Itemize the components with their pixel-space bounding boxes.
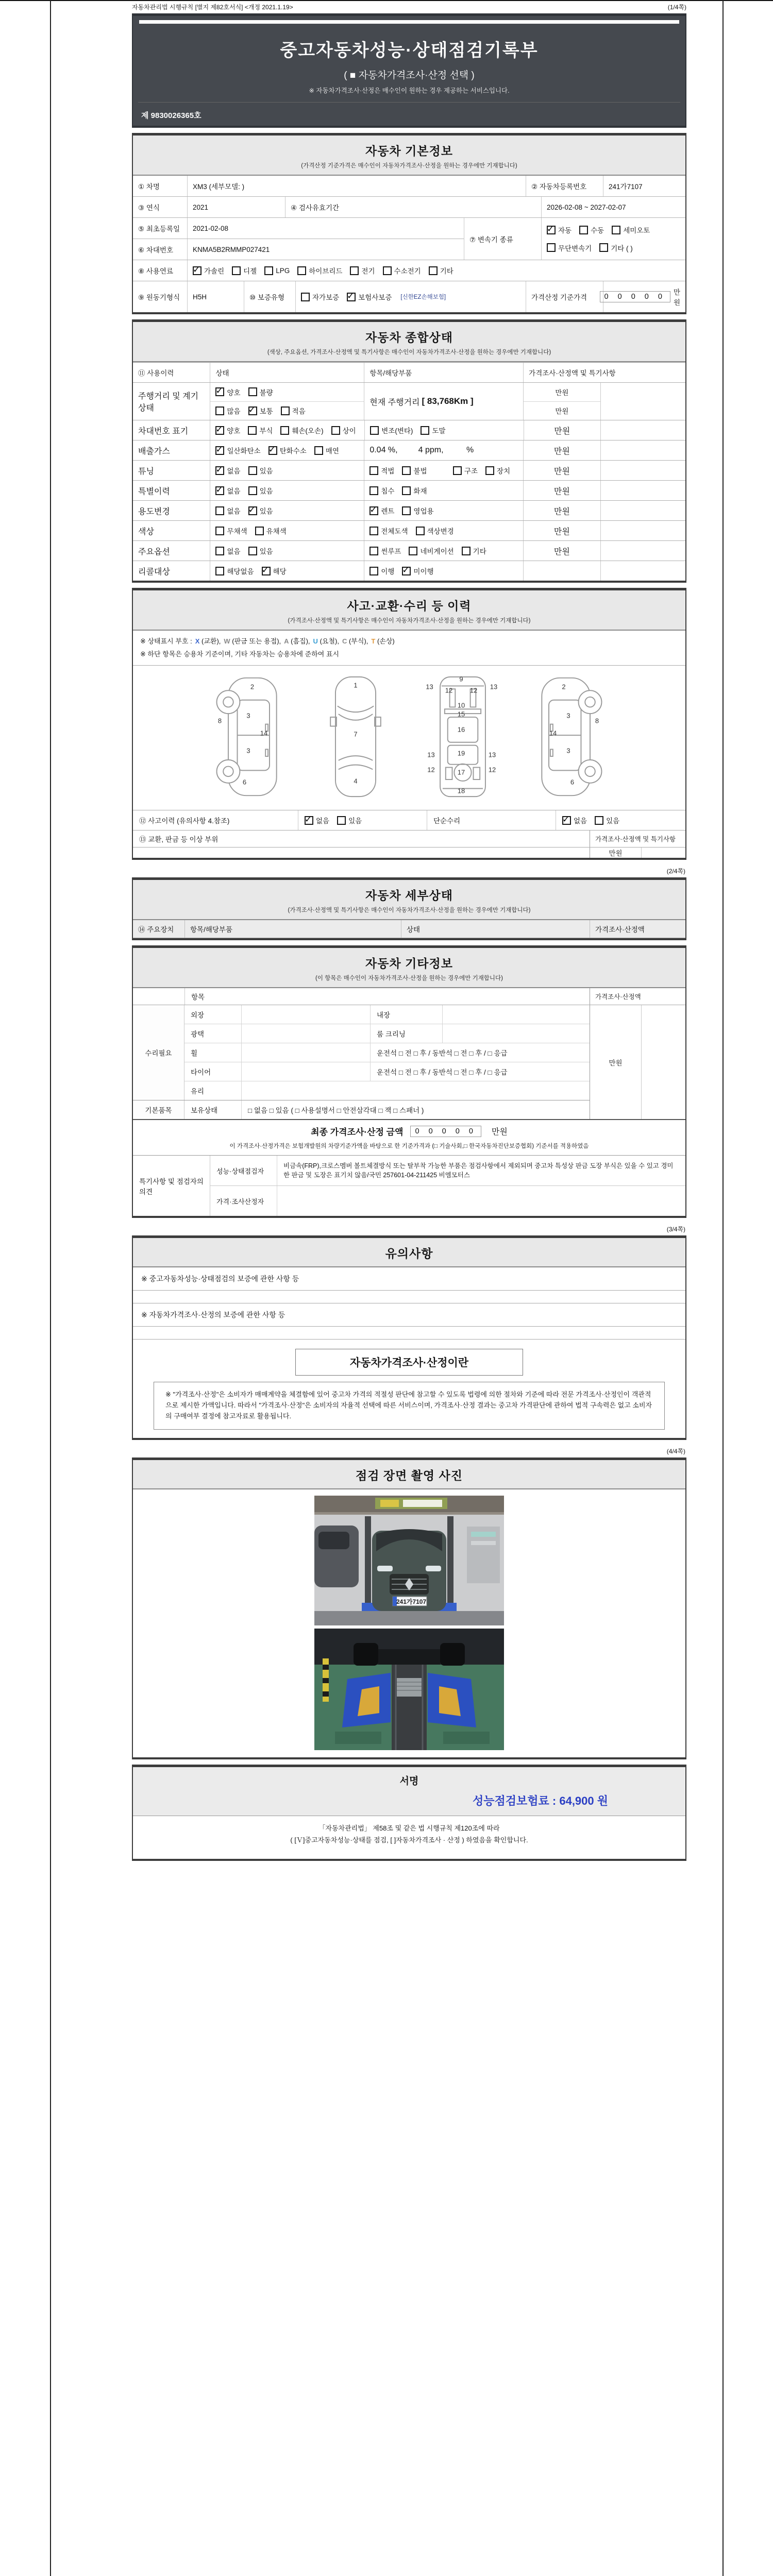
notices-part1-body [133,1291,685,1303]
status-option[interactable]: 부식 [248,425,273,435]
status-option[interactable]: 없음 [215,546,240,556]
checkbox[interactable] [215,527,224,535]
panel-number: 14 [549,729,557,737]
svg-text:241가7107: 241가7107 [396,1598,427,1605]
checkbox[interactable] [402,466,411,475]
checkbox[interactable] [215,486,224,495]
panel-number: 2 [250,683,255,691]
row-year-inspection: ③ 연식 2021 ④ 검사유효기간 2026-02-08 ~ 2027-02-07 [133,196,685,217]
checkbox[interactable] [350,266,359,275]
checkbox[interactable] [462,547,470,555]
exchange-repair-header: ⑬ 교환, 판금 등 이상 부위 가격조사·산정액 및 특기사항 [133,831,685,848]
checkbox[interactable] [281,406,290,415]
checkbox[interactable] [485,466,494,475]
fuel-options [187,260,685,281]
left-frame-line [50,0,51,2576]
checkbox[interactable] [248,547,257,555]
checkbox[interactable] [305,816,313,825]
item-option[interactable]: 영업용 [402,505,433,516]
panel-number: 3 [246,711,250,720]
status-option[interactable]: 매연 [314,445,339,455]
panel-number: 12 [488,766,496,774]
summary-row: 차대번호 표기 ✓ 양호 부식 훼손(오손) 상이 변조(변타) 도말 만원 [133,420,685,440]
odometer-value: [ 83,768Km ] [422,396,474,406]
row-fuel: ⑧ 사용연료 ✓ 가솔린 디젤 LPG 하이브리드 전기 수소전기 기타 [133,260,685,281]
checkbox[interactable] [314,446,323,455]
page-indicator-1: (1/4쪽) [667,4,686,11]
checkbox[interactable] [215,567,224,575]
panel-number: 13 [427,751,435,759]
document-number: 제 9830026365호 [138,102,680,126]
status-option[interactable]: ✓ 해당 [262,566,287,576]
warranty-option[interactable]: ✓ 보험사보증 [347,292,392,302]
page-indicator-3: (3/4쪽) [666,1226,685,1233]
checkbox[interactable] [215,446,224,455]
summary-row-mileage: 주행거리 및 계기상태 ✓ 양호 불량 많음 ✓ 보통 적음 현재 주행거리 [ 83,768Km ] 만원 만원 [133,382,685,420]
panel-number: 7 [354,730,358,738]
status-option[interactable]: 있음 [248,465,273,476]
checkbox[interactable] [595,816,603,825]
detail-column-headers: ⑭ 주요장치 항목/해당부품 상태 가격조사·산정액 [133,920,685,938]
item-option[interactable]: 적법 [369,465,394,476]
item-option[interactable]: 침수 [369,485,394,496]
checkbox[interactable] [612,226,620,234]
summary-row: 리콜대상 해당없음 ✓ 해당 이행 ✓ 미이행 [133,561,685,581]
checkbox[interactable] [215,426,224,435]
checkbox[interactable] [193,266,201,275]
photos-title: 점검 장면 촬영 사진 [356,1468,463,1482]
summary-row: 용도변경 없음 ✓ 있음 ✓ 렌트 영업용 만원 [133,500,685,520]
registration-number: 241가7107 [603,176,685,196]
checkbox[interactable] [248,506,257,515]
checkbox[interactable] [232,266,241,275]
document-title: 중고자동차성능·상태점검기록부 [280,41,539,60]
section-accident-history: 사고·교환·수리 등 이력 (가격조사·산정액 및 특기사항은 매수인이 자동차가격조사·산정을 원하는 경우에만 기재합니다) ※ 상태표시 부호 : X (교환), W (판금 또는 용접), A (흠집), U (요철), C (부식), T (손상) ※ 하단 항목은 승용차 기준이며, 기타 자동차는 승용차에 준하여 표시 2 8 3 14 3 6 1 7 4 9 13 12 12 13 10 15 16 19 13 13 12 17 12 18 2 8 3 14 3 6 ⑫ 사고이력 (유의사항 4.참조) ✓ 없음 있음 단순수리 ✓ 없음 있음 ⑬ 교환, 판금 등 이상 부위 가격조사·산정액 및 특기사항 만원 [132,588,686,860]
warranty-options [295,281,526,312]
summary-title: 자동차 종합상태 [365,331,453,344]
item-option[interactable]: ✓ 렌트 [369,505,394,516]
row-car-name: ① 차명 XM3 (세부모델: ) ② 자동차등록번호 241가7107 [133,176,685,196]
other-row: 광택 룸 크리닝 [184,1024,590,1043]
fuel-option[interactable]: LPG [264,266,290,275]
checkbox[interactable] [337,816,346,825]
checkbox[interactable] [402,567,411,575]
checkbox[interactable] [562,816,571,825]
final-price-value: 0 0 0 0 0 [410,1126,481,1137]
panel-number: 13 [490,683,498,691]
item-option[interactable]: 이행 [369,566,394,576]
warranty-option[interactable]: 자가보증 [301,292,339,302]
checkbox[interactable] [215,387,224,396]
final-price-note: 이 가격조사·산정가격은 보험개발원의 차량기준가액을 바탕으로 한 기준가격과 (□ 기술사회,□ 한국자동차진단보증협회) 기준서를 적용하였음 [133,1140,685,1156]
accident-history-row: ⑫ 사고이력 (유의사항 4.참조) ✓ 없음 있음 단순수리 ✓ 없음 있음 [133,810,685,831]
checkbox[interactable] [369,547,378,555]
diagram-underbody [424,674,501,800]
appraiser-opinion-row: 가격·조사산정자 [210,1185,685,1216]
status-option[interactable]: ✓ 양호 [215,425,240,435]
checkbox[interactable] [369,506,378,515]
item-option[interactable]: 기타 [462,546,486,556]
panel-number: 15 [457,710,465,718]
fuel-option[interactable]: ✓ 가솔린 [193,265,224,276]
summary-row: 주요옵션 없음 있음 썬루프 네비게이션 기타 만원 [133,540,685,561]
item-option[interactable]: 색상변경 [416,526,454,536]
item-option[interactable]: 변조(변타) [370,425,413,435]
inspection-photo-rear-under [314,1629,504,1750]
transmission-option[interactable]: 수동 [579,225,604,235]
accident-option[interactable]: ✓ 없음 [305,815,329,825]
mileage-option[interactable]: ✓ 양호 [215,387,240,397]
item-option[interactable]: 도말 [421,425,445,435]
document-note: ※ 자동차가격조사·산정은 매수인이 원하는 경우 제공하는 서비스입니다. [309,87,510,94]
status-option[interactable]: 해당없음 [215,566,254,576]
car-side-outline-icon [210,674,287,800]
simple-repair-option[interactable]: ✓ 없음 [562,815,587,825]
panel-number: 19 [457,749,465,757]
car-name-value: XM3 (세부모델: ) [187,176,526,196]
car-underbody-outline-icon [424,674,501,800]
vin-value: KNMA5B2RMMP027421 [187,239,464,260]
item-option[interactable]: 구조 [453,465,478,476]
mileage-option[interactable]: 불량 [248,387,273,397]
checkbox[interactable] [453,466,462,475]
panel-number: 13 [488,751,496,759]
engine-type: H5H [187,281,244,312]
inspection-validity: 2026-02-08 ~ 2027-02-07 [541,197,685,217]
other-column-headers: 항목 가격조사·산정액 [133,988,685,1005]
mileage-option[interactable]: ✓ 보통 [248,405,273,416]
checkbox[interactable] [215,466,224,475]
section-detailed-condition: 자동차 세부상태 (가격조사·산정액 및 특기사항은 매수인이 자동차가격조사·산정을 원하는 경우에만 기재합니다) ⑭ 주요장치 항목/해당부품 상태 가격조사·산정액 [132,877,686,940]
checkbox[interactable] [416,527,425,535]
fuel-option[interactable]: 수소전기 [383,265,421,276]
simple-repair-option[interactable]: 있음 [595,815,619,825]
status-option[interactable]: ✓ 없음 [215,465,240,476]
checkbox[interactable] [579,226,588,234]
panel-number: 3 [566,747,570,755]
panel-number: 3 [566,711,570,720]
inspector-opinion-text: 비금속(FRP),크로스멤버 볼트체결방식 또는 탈부착 가능한 부품은 점검사항에서 제외되며 중고차 특성상 판금 도장 부식은 있을 수 있고 경미한 판금 및 도장은 표기치 않음/국민 257601-04-211425 비엠모터스 [283,1162,674,1179]
panel-number: 12 [469,686,478,694]
checkbox[interactable] [369,527,378,535]
transmission-option[interactable]: 기타 ( ) [599,243,633,253]
summary-row: 튜닝 ✓ 없음 있음 적법 불법 구조 장치 만원 [133,460,685,480]
panel-number: 4 [354,777,358,785]
checkbox[interactable] [547,226,556,234]
base-price: 0 0 0 0 0 만원 [603,281,685,312]
insurer-note: [신한EZ손해보험] [400,294,446,300]
other-row: 보유상태 □ 없음 □ 있음 ( □ 사용설명서 □ 안전삼각대 □ 잭 □ 스패너 ) [184,1100,590,1119]
status-option[interactable]: ✓ 일산화탄소 [215,445,260,455]
accident-title: 사고·교환·수리 등 이력 [347,599,472,613]
diagram-side-right [531,674,609,800]
checkbox[interactable] [248,486,257,495]
panel-number: 9 [459,675,463,683]
mileage-option[interactable]: 적음 [281,405,306,416]
panel-number: 2 [562,683,566,691]
panel-number: 12 [445,686,453,694]
checkbox[interactable] [255,527,264,535]
panel-number: 1 [354,681,358,689]
panel-number: 17 [457,768,465,776]
panel-number: 8 [217,717,222,725]
checkbox[interactable] [402,486,411,495]
other-row: 타이어 운전석 □ 전 □ 후 / 동반석 □ 전 □ 후 / □ 응급 [184,1062,590,1081]
checkbox[interactable] [347,293,356,301]
accident-option[interactable]: 있음 [337,815,362,825]
detail-title: 자동차 세부상태 [365,889,453,903]
panel-number: 8 [595,717,599,725]
header-stripe [139,20,679,24]
transmission-option[interactable]: ✓ 자동 [547,225,572,235]
item-option[interactable]: ✓ 미이행 [402,566,433,576]
checkbox[interactable] [599,243,608,252]
summary-row: 색상 무채색 유채색 전체도색 색상변경 만원 [133,520,685,540]
transmission-option[interactable]: 무단변속기 [547,243,592,253]
mileage-option[interactable]: 많음 [215,405,240,416]
checkbox[interactable] [264,266,273,275]
item-option[interactable]: 장치 [485,465,510,476]
status-option[interactable]: 있음 [248,546,273,556]
document-subtitle: ( ■ 자동차가격조사·산정 선택 ) [344,70,475,81]
status-option[interactable]: ✓ 탄화수소 [268,445,307,455]
inspection-photo-front [314,1496,504,1625]
checkbox[interactable] [383,266,392,275]
inspector-opinion-row: 성능·상태점검자 비금속(FRP),크로스멤버 볼트체결방식 또는 탈부착 가능한 부품은 점검사항에서 제외되며 중고차 특성상 판금 도장 부식은 있을 수 있고 경미한 판금 및 도장은 표기치 않음/국민 257601-04-211425 비엠모터스 [210,1156,685,1185]
checkbox[interactable] [215,547,224,555]
fuel-option[interactable]: 기타 [429,265,453,276]
status-option[interactable]: 무채색 [215,526,247,536]
other-row: 외장 내장 [184,1005,590,1024]
summary-row: 배출가스 ✓ 일산화탄소 ✓ 탄화수소 매연 0.04 %, 4 ppm, % 만원 [133,440,685,460]
panel-number: 12 [427,766,435,774]
basic-info-header: 자동차 기본정보 (가격산정 기준가격은 매수인이 자동차가격조사·산정을 원하는 경우에만 기재합니다) [133,135,685,176]
status-option[interactable]: 훼손(오손) [280,425,323,435]
first-registration-date: 2021-02-08 [187,218,464,239]
other-row: 유리 [184,1081,590,1100]
section-overall-condition: 자동차 종합상태 (색상, 주요옵션, 가격조사·산정액 및 특기사항은 매수인이 자동차가격조사·산정을 원하는 경우에만 기재합니다) ⑪ 사용이력 상태 항목/해당부품 가격조사·산정액 및 특기사항 주행거리 및 계기상태 ✓ 양호 불량 많음 ✓ 보통 적음 현재 주행거리 [ 83,768Km ] 만원 만원 차대번호 표기 ✓ 양호 부식 훼손(오손) 상이 변조(변타) 도말 만원 배출가스 ✓ 일산화탄소 ✓ 탄화수소 매연 0.04 %, 4 ppm, % 만원 튜닝 ✓ 없음 있음 적법 불법 구조 장치 만원 특별이력 ✓ 없음 있음 침수 화재 만원 용도변경 없음 ✓ 있음 ✓ 렌트 영업용 만원 색상 무채색 유채색 전체도색 색상변경 만원 주요옵션 없음 있음 썬루프 네비게이션 기타 만원 리콜대상 해당없음 ✓ 해당 이행 ✓ 미이행 [132,319,686,583]
section-other-info: 자동차 기타정보 (이 항목은 매수인이 자동차가격조사·산정을 원하는 경우에만 기재합니다) 항목 가격조사·산정액 수리필요 외장 내장 광택 룸 크리닝 휠 운전석 □ 전 □ 후 / 동반석 □ 전 □ 후 / □ 응급 타이어 운전석 □ 전 □ 후 / 동반석 □ 전 □ 후 / □ 응급 유리 기본품목 보유상태 □ 없음 □ 있음 ( □ 사용설명서 □ 안전삼각대 □ 잭 □ 스패너 ) 만원 최종 가격조사·산정 금액 0 0 0 0 0 만원 이 가격조사·산정가격은 보험개발원의 차량기준가액을 바탕으로 한 기준가격과 (□ 기술사회,□ 한국자동차진단보증협회) 기준서를 적용하였음 특기사항 및 점검자의 의견 성능·상태점검자 비금속(FRP),크로스멤버 볼트체결방식 또는 탈부착 가능한 부품은 점검사항에서 제외되며 중고차 특성상 판금 도장 부식은 있을 수 있고 경미한 판금 및 도장은 표기치 않음/국민 257601-04-211425 비엠모터스 가격·조사산정자 [132,945,686,1218]
checkbox[interactable] [429,266,438,275]
panel-number: 6 [242,778,247,786]
damage-diagrams [133,666,685,810]
fuel-option[interactable]: 디젤 [232,265,257,276]
checkbox[interactable] [547,243,556,252]
model-year: 2021 [187,197,285,217]
panel-number: 14 [260,729,268,737]
checkbox[interactable] [215,406,224,415]
checkbox[interactable] [370,426,379,435]
page-indicator-2: (2/4쪽) [666,868,685,875]
form-meta: 자동차관리법 시행규칙 [별지 제82호서식] <개정 2021.1.19> [132,4,293,11]
notices-title: 유의사항 [385,1247,433,1261]
summary-column-headers: ⑪ 사용이력 상태 항목/해당부품 가격조사·산정액 및 특기사항 [133,362,685,382]
row-engine-warranty: ⑨ 원동기형식 H5H ⑩ 보증유형 자가보증 ✓ 보험사보증 [신한EZ손해보험] 가격산정 기준가격 0 0 0 0 0 만원 [133,281,685,312]
checkbox[interactable] [248,426,257,435]
item-option[interactable]: 전체도색 [369,526,408,536]
status-option[interactable]: ✓ 있음 [248,505,273,516]
signature-title: 서명 [399,1775,419,1787]
section-basic-info [132,133,686,314]
notices-part3-body [133,1327,685,1340]
checkbox[interactable] [301,293,310,301]
item-option[interactable]: 네비게이션 [409,546,453,556]
status-option[interactable]: ✓ 없음 [215,485,240,496]
checkbox[interactable] [297,266,306,275]
appraiser-opinion-text [277,1186,685,1216]
panel-number: 16 [457,725,465,734]
insurance-fee: 성능점검보험료 : 64,900 원 [473,1794,608,1807]
checkbox[interactable] [402,506,411,515]
summary-row: 특별이력 ✓ 없음 있음 침수 화재 만원 [133,480,685,500]
other-row: 휠 운전석 □ 전 □ 후 / 동반석 □ 전 □ 후 / □ 응급 [184,1043,590,1062]
checkbox[interactable] [262,567,271,575]
checkbox[interactable] [215,506,224,515]
checkbox[interactable] [280,426,289,435]
section-title-header [132,13,686,128]
checkbox[interactable] [369,466,378,475]
status-option[interactable]: 있음 [248,485,273,496]
repair-needed-group: 수리필요 외장 내장 광택 룸 크리닝 휠 운전석 □ 전 □ 후 / 동반석 □ 전 □ 후 / □ 응급 타이어 운전석 □ 전 □ 후 / 동반석 □ 전 □ 후 / □ 응급 유리 [133,1005,590,1100]
item-option[interactable]: 썬루프 [369,546,401,556]
panel-number: 6 [570,778,575,786]
checkbox[interactable] [369,486,378,495]
fuel-option[interactable]: 하이브리드 [297,265,342,276]
checkbox[interactable] [248,466,257,475]
checkbox[interactable] [268,446,277,455]
panel-number: 10 [457,701,465,709]
page-indicator-4: (4/4쪽) [666,1447,685,1455]
item-option[interactable]: 화재 [402,485,427,496]
diagram-top-view [317,674,394,800]
checkbox[interactable] [409,547,417,555]
transmission-option[interactable]: 세미오토 [612,225,650,235]
confirmation-statement: 「자동차관리법」 제58조 및 같은 법 시행규칙 제120조에 따라 ( [Ｖ]중고자동차성능·상태를 점검, [ ]자동차가격조사 · 산정 ) 하였음을 확인합니다. [290,1824,528,1844]
price-appraisal-explainer: 자동차가격조사·산정이란 ※ "가격조사·산정"은 소비자가 매매계약을 체결함에 있어 중고차 가격의 적절성 판단에 참고할 수 있도록 법령에 의한 절차와 기준에 따라 전문 가격조사·산정인이 객관적으로 제시한 가액입니다. 따라서 "가격조사·산정"은 소비자의 자율적 선택에 따른 서비스이며, 가격조사·산정 결과는 중고차 가격판단에 관하여 법적 구속력은 없고 소비자의 구매여부 결정에 참고자료로 활용됩니다. [133,1340,685,1437]
diagram-side-left [210,674,287,800]
notices-part3-header: ※ 자동차가격조사·산정의 보증에 관한 사항 등 [133,1303,685,1327]
other-title: 자동차 기타정보 [365,957,453,971]
checkbox[interactable] [248,406,257,415]
damage-code-legend: ※ 상태표시 부호 : X (교환), W (판금 또는 용접), A (흠집), U (요철), C (부식), T (손상) ※ 하단 항목은 승용차 기준이며, 기타 자동차는 승용차에 준하여 표시 [133,631,685,666]
panel-number: 18 [457,787,465,795]
basic-info-title: 자동차 기본정보 [365,144,453,158]
odometer-cell: 현재 주행거리 [ 83,768Km ] [364,383,523,420]
special-notes-table: 특기사항 및 점검자의 의견 성능·상태점검자 비금속(FRP),크로스멤버 볼트체결방식 또는 탈부착 가능한 부품은 점검사항에서 제외되며 중고차 특성상 판금 도장 부식은 있을 수 있고 경미한 판금 및 도장은 표기치 않음/국민 257601-04-211425 비엠모터스 가격·조사산정자 [133,1156,685,1216]
final-price-row: 최종 가격조사·산정 금액 0 0 0 0 0 만원 [133,1120,685,1140]
panel-number: 13 [426,683,433,691]
fuel-option[interactable]: 전기 [350,265,375,276]
checkbox[interactable] [248,387,257,396]
status-option[interactable]: 상이 [331,425,356,435]
checkbox[interactable] [369,567,378,575]
panel-number: 3 [246,747,250,755]
item-option[interactable]: 불법 [402,465,427,476]
right-frame-line [722,0,724,2576]
status-option[interactable]: 유채색 [255,526,287,536]
notices-part1-header: ※ 중고자동차성능·상태점검의 보증에 관한 사항 등 [133,1267,685,1291]
checkbox[interactable] [331,426,340,435]
section-photos [132,1458,686,1759]
section-signature [132,1765,686,1861]
status-option[interactable]: 없음 [215,505,240,516]
row-registration-vin-transmission: ⑤ 최초등록일 2021-02-08 ⑥ 차대번호 KNMA5B2RMMP027421 ⑦ 변속기 종류 ✓ 자동 수동 세미오토 무단변속기 기타 ( ) [133,217,685,260]
basic-items-group: 기본품목 보유상태 □ 없음 □ 있음 ( □ 사용설명서 □ 안전삼각대 □ 잭 □ 스패너 ) [133,1100,590,1119]
checkbox[interactable] [421,426,429,435]
section-notices [132,1235,686,1439]
transmission-options [541,218,685,260]
